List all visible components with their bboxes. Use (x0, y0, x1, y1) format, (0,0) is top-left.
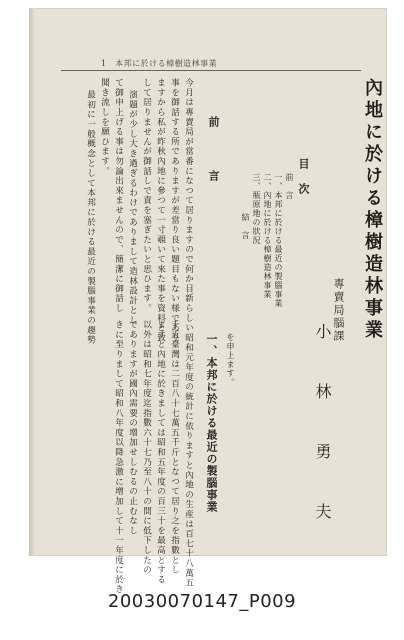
toc-item: 三、瓶原地の狀況 (252, 173, 261, 245)
toc-item: 二、內地に於ける樟樹造林事業 (263, 173, 272, 299)
toc-heading: 目次 (297, 158, 310, 208)
article-title: 內地に於ける樟樹造林事業 (362, 78, 383, 342)
toc-item: 前 言 (285, 173, 294, 200)
archive-id-label: 20030070147_P009 (107, 591, 297, 612)
preface-line: して居りませんが御話しで責を塞ぎたいと思ひます。 (141, 78, 152, 314)
author-name: 小 林 勇 夫 (313, 323, 332, 533)
preface-line: 事を御話する所でありますが差當り良い題目もない様であり (169, 78, 180, 343)
toc-item: 結 言 (241, 213, 250, 240)
section-1-heading: 一、本邦に於ける最近の製腦事業 (205, 333, 218, 513)
section-1-line: きに至りまして昭和八年度以降急激に增加して十一年度に於き (113, 320, 124, 595)
author-affiliation: 專賣局腦課 (332, 278, 345, 343)
preface-line: 演題が少し大き過ぎるわけでありまして造林設計とし (127, 90, 138, 326)
closing-line: を申上ます。 (226, 333, 235, 387)
section-1-line: 昭和元年度の統計に依りますと內地の生産は百七十八萬五 (183, 333, 194, 588)
section-1-line: 以外は昭和七年度迄指數六十七乃至八十の間に低下したの (141, 320, 152, 575)
section-1-line: ますと內地に於きましては昭和五年度の百三十を最高とする (155, 320, 166, 585)
preface-line: 聞き流しを願ひます。 (99, 78, 110, 176)
section-1-line: 千近臺灣は二百八十七萬五千斤となつて居り之を指數とし (169, 320, 180, 575)
document-page (29, 8, 387, 595)
header-rule (61, 70, 361, 71)
page-spine-shadow (29, 8, 35, 556)
running-header: 1 本邦に於ける樟樹造林事業 (101, 59, 218, 68)
preface-line: て御申上げる事は勿論出來ませんので、簡潔に御話し (113, 78, 124, 314)
preface-line: ますから私が昨秋內地に參つて一寸覗いて來た事を資料と致 (155, 78, 166, 343)
preface-line: 今月は專賣局が當番になつて居りますので何か目新らしい (183, 78, 194, 333)
preface-heading: 前 言 (207, 116, 220, 197)
preface-line: 最初に一般概念として本邦に於ける最近の製腦事業の趨勢 (85, 90, 96, 345)
toc-item: 一、本邦に於ける最近の製腦事業 (274, 173, 283, 308)
section-1-line: でありますが國內需要の增加せしむるの止むなし (127, 320, 138, 536)
